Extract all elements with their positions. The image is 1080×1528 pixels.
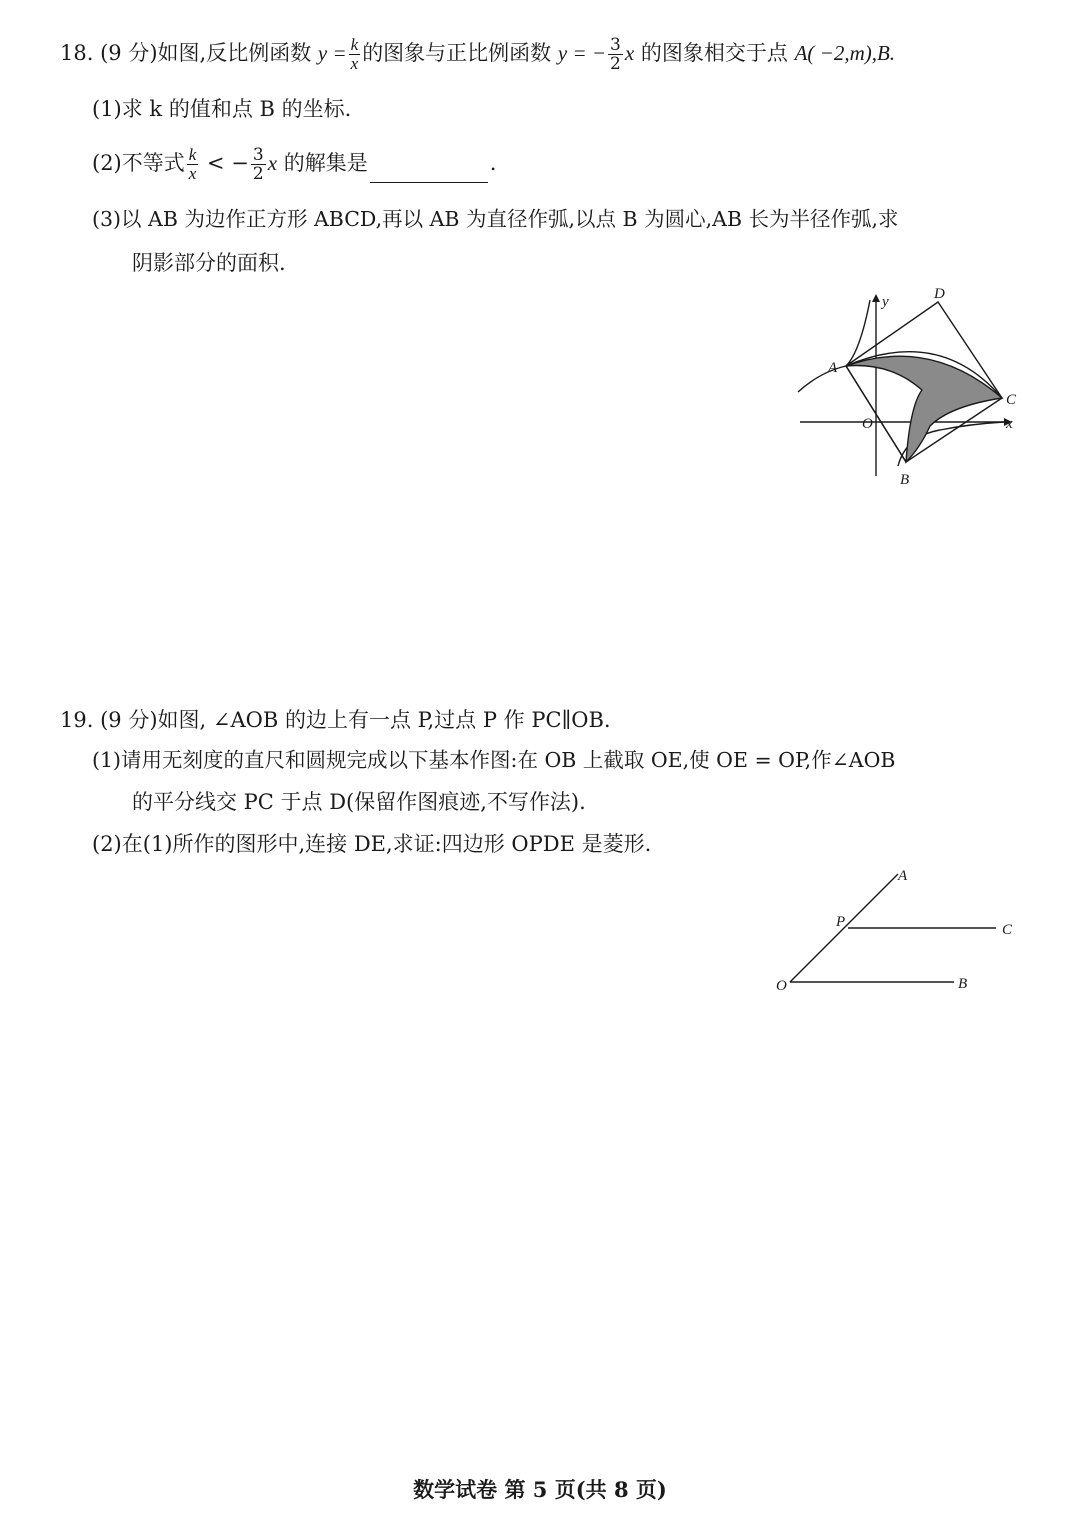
label-x: x <box>1006 416 1013 432</box>
answer-blank[interactable] <box>370 160 488 183</box>
frac-numerator: k <box>350 35 359 54</box>
q18-point-a: A( −2,m) <box>794 41 872 65</box>
q19-stem-text: 如图, ∠AOB 的边上有一点 P,过点 P 作 PC∥OB. <box>157 708 611 732</box>
frac-denominator: 2 <box>252 164 264 184</box>
q18-sub1: (1)求 k 的值和点 B 的坐标. <box>92 97 352 121</box>
q18-x-var: x <box>624 41 635 65</box>
q19-sub1-line2: 的平分线交 PC 于点 D(保留作图痕迹,不写作法). <box>132 790 586 814</box>
q18-x-var-2: x <box>267 151 278 175</box>
hyperbola-branch-left <box>798 300 870 392</box>
label-a: A <box>898 868 908 884</box>
frac-denominator: x <box>188 164 197 183</box>
fraction-k-over-x <box>349 36 361 73</box>
frac-numerator: 3 <box>610 35 621 55</box>
q18-stem-text-1: 如图,反比例函数 <box>157 41 312 65</box>
q18-sub3-line1: (3)以 AB 为边作正方形 ABCD,再以 AB 为直径作弧,以点 B 为圆心,AB 长为半径作弧,求 <box>92 207 899 231</box>
label-a: A <box>828 360 838 376</box>
label-c: C <box>1006 392 1017 408</box>
q19-stem <box>60 705 611 735</box>
q18-sub2-op: < − <box>206 151 249 175</box>
q18-y-eq-neg: y = − <box>557 41 607 65</box>
label-b: B <box>958 976 968 992</box>
q18-number: 18. <box>60 41 94 65</box>
label-d: D <box>934 286 945 302</box>
q18-stem-text-2: 的图象与正比例函数 <box>362 41 552 65</box>
page-footer: 数学试卷 第 5 页(共 8 页) <box>413 1477 667 1502</box>
fraction-3-over-2 <box>608 36 623 73</box>
q18-figure <box>790 286 1030 491</box>
q19-figure <box>770 862 1030 1002</box>
label-c: C <box>1002 922 1013 938</box>
label-o: O <box>862 416 873 432</box>
label-b: B <box>900 472 910 488</box>
frac-numerator: k <box>188 145 197 164</box>
label-o: O <box>776 978 787 994</box>
q19-number: 19. <box>60 708 94 732</box>
q18-sub2-prefix: (2)不等式 <box>92 151 185 175</box>
q18-stem <box>60 36 895 73</box>
q18-points: (9 分) <box>100 41 158 65</box>
q19-sub1-line1: (1)请用无刻度的直尺和圆规完成以下基本作图:在 OB 上截取 OE,使 OE = OP,作∠AOB <box>92 748 896 772</box>
q18-point-b: ,B. <box>871 41 896 65</box>
shaded-region <box>846 356 1002 462</box>
fraction-3-over-2-b <box>251 146 266 183</box>
q19-points: (9 分) <box>100 708 158 732</box>
fraction-k-over-x-2 <box>187 146 199 183</box>
q18-sub2-end: . <box>489 151 497 175</box>
label-p: P <box>836 914 846 930</box>
q19-sub2: (2)在(1)所作的图形中,连接 DE,求证:四边形 OPDE 是菱形. <box>92 832 652 856</box>
q18-y-eq: y = <box>317 41 347 65</box>
q18-sub2 <box>92 146 496 183</box>
label-y: y <box>882 294 889 310</box>
q18-sub2-suffix: 的解集是 <box>283 151 368 175</box>
q18-stem-text-3: 的图象相交于点 <box>640 41 788 65</box>
y-axis-arrow <box>872 294 880 302</box>
frac-denominator: 2 <box>610 54 621 74</box>
q18-sub3-line2: 阴影部分的面积. <box>132 251 286 275</box>
frac-numerator: 3 <box>252 145 264 165</box>
frac-denominator: x <box>350 54 359 73</box>
